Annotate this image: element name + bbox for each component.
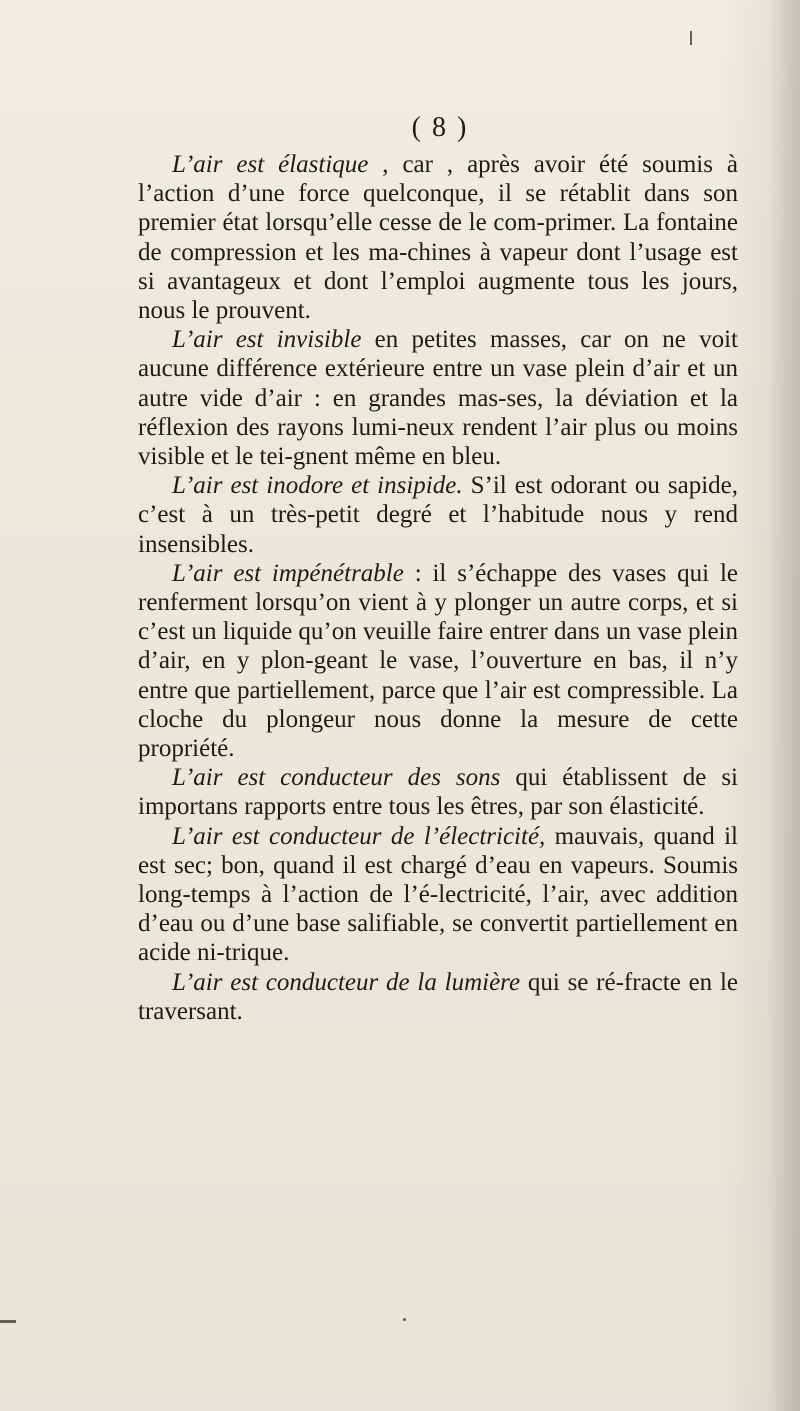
paragraph-electricity	[138, 822, 738, 968]
paragraph-light	[138, 968, 738, 1026]
body-text	[138, 150, 738, 1026]
paragraph-lead: L’air est impénétrable	[172, 559, 404, 587]
paragraph-lead: L’air est invisible	[172, 326, 362, 354]
paragraph-odor-taste	[138, 471, 738, 559]
paragraph-text: , car , après avoir été soumis à l’action d’une force quelconque, il se rétablit dans son premier état lorsqu’elle cesse de le com-primer. La fontaine de compression et les ma-chines à vapeur dont l’usage est si avantageux et dont l’emploi augmente tous les jours, nous le prouvent.	[138, 151, 738, 325]
page-number: ( 8 )	[411, 112, 469, 143]
paragraph-invisibility	[138, 325, 738, 471]
paragraph-text: mauvais, quand il est sec; bon, quand il est chargé d’eau en vapeurs. Soumis long-temps à l’action de l’é-lectricité, l’air, avec addition d’eau ou d’une base salifiable, se convertit partiellement en acide ni-trique.	[138, 822, 738, 967]
paragraph-text: qui se ré-fracte en le traversant.	[138, 968, 738, 1025]
paragraph-text: : il s’échappe des vases qui le renferment lorsqu’on vient à y plonger un autre corps, et si c’est un liquide qu’on veuille faire entrer dans un vase plein d’air, en y plon-geant le vase, l’ouverture en bas, il n’y entre que partiellement, parce que l’air est compressible. La cloche du plongeur nous donne la mesure de cette propriété.	[138, 559, 738, 763]
paragraph-text: en petites masses, car on ne voit aucune différence extérieure entre un vase plein d’air et un autre vide d’air : en grandes mas-ses, la déviation et la réflexion des rayons lumi-neux rendent l’air plus ou moins visible et le tei-gnent même en bleu.	[138, 326, 738, 471]
paragraph-lead: L’air est élastique	[172, 151, 369, 178]
ink-speck	[403, 1318, 406, 1321]
paragraph-elasticity	[138, 150, 738, 325]
ink-speck	[690, 31, 692, 45]
paragraph-impenetrability	[138, 559, 738, 763]
paragraph-lead: L’air est conducteur de l’électricité,	[172, 822, 546, 850]
page-edge-shadow	[768, 0, 800, 1411]
paragraph-lead: L’air est inodore et insipide.	[172, 472, 463, 500]
paragraph-lead: L’air est conducteur de la lumière	[172, 968, 521, 996]
paragraph-text: S’il est odorant ou sapide, c’est à un très-petit degré et l’habitude nous y rend insensibles.	[138, 472, 738, 558]
paragraph-lead: L’air est conducteur des sons	[172, 764, 501, 792]
paragraph-sound	[138, 763, 738, 821]
ink-speck	[0, 1320, 16, 1323]
paragraph-text: qui établissent de si importans rapports entre tous les êtres, par son élasticité.	[138, 764, 738, 821]
